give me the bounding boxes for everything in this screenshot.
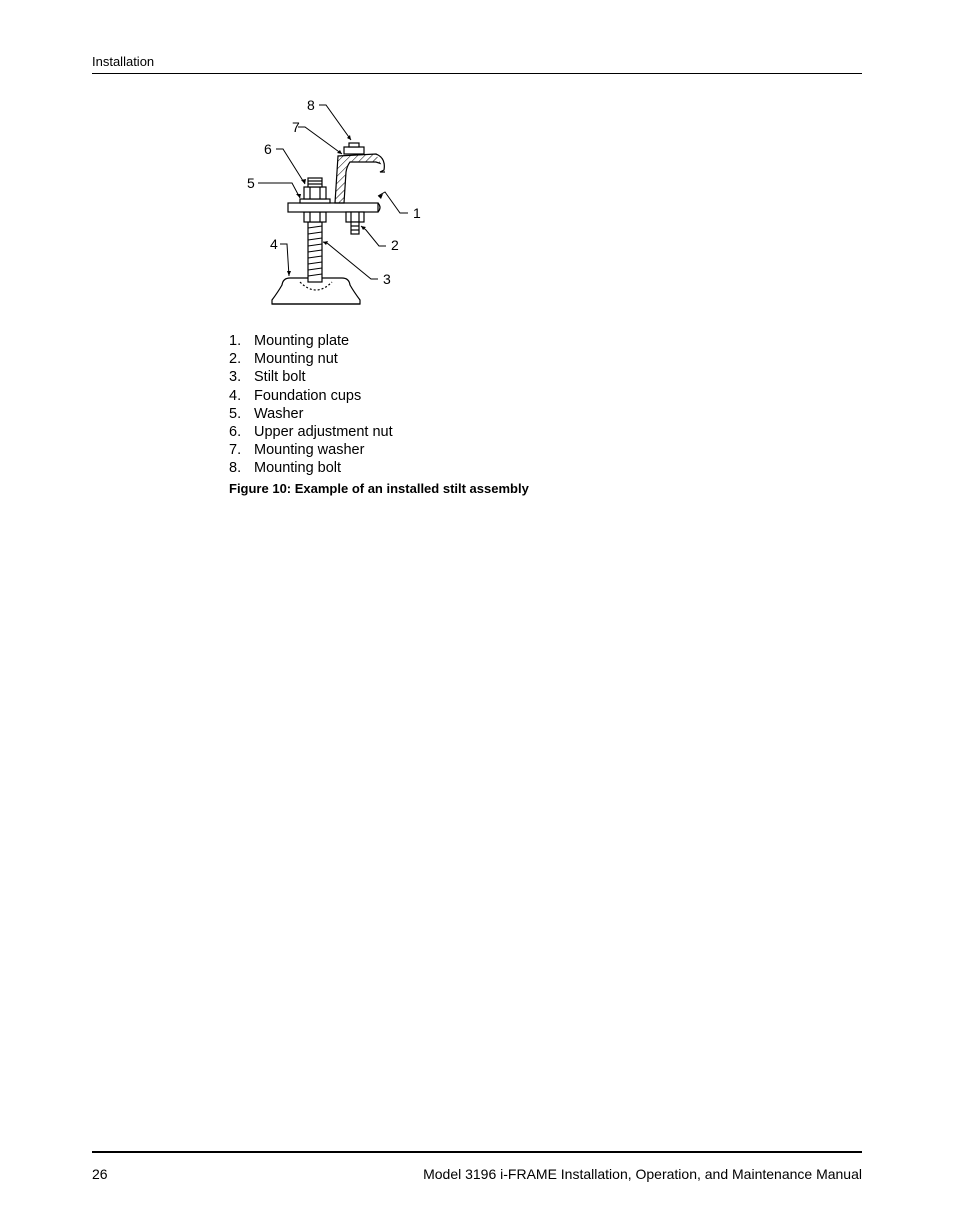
manual-title: Model 3196 i-FRAME Installation, Operation, and Maintenance Manual xyxy=(423,1166,862,1182)
legend-number: 6. xyxy=(229,424,242,441)
legend-item xyxy=(229,405,393,423)
callout-1: 1 xyxy=(413,205,421,221)
legend-number: 3. xyxy=(229,369,242,386)
legend-number: 2. xyxy=(229,351,242,368)
leader-5 xyxy=(258,183,300,198)
legend-item xyxy=(229,441,393,459)
legend-number: 1. xyxy=(229,333,242,349)
callout-8: 8 xyxy=(307,97,315,113)
stilt-assembly-drawing xyxy=(230,92,450,312)
figure-caption: Figure 10: Example of an installed stilt assembly xyxy=(229,481,529,496)
legend-item xyxy=(229,459,393,477)
mounting-bolt-shape xyxy=(344,147,364,154)
legend-number: 8. xyxy=(229,460,242,477)
legend-item xyxy=(229,387,393,405)
legend-label: Mounting plate xyxy=(254,333,350,349)
washer-shape xyxy=(300,199,330,203)
footer-rule xyxy=(92,1151,862,1153)
legend-number: 7. xyxy=(229,442,242,459)
stilt-assembly-figure xyxy=(230,92,450,312)
legend-number: 5. xyxy=(229,405,242,422)
callout-7: 7 xyxy=(292,119,300,135)
callout-5: 5 xyxy=(247,175,255,191)
running-header: Installation xyxy=(92,54,155,69)
mounting-washer-shape xyxy=(335,154,382,203)
leader-7 xyxy=(298,127,342,154)
leader-2 xyxy=(361,226,386,246)
legend-item xyxy=(229,350,393,368)
upper-adjustment-nut-shape xyxy=(304,187,326,199)
callout-2: 2 xyxy=(391,237,399,253)
legend-number: 4. xyxy=(229,387,242,404)
legend-label: Mounting nut xyxy=(254,351,338,368)
mounting-nut-shape xyxy=(346,212,364,222)
legend-label: Upper adjustment nut xyxy=(254,424,393,441)
legend-item xyxy=(229,423,393,441)
legend-label: Mounting bolt xyxy=(254,460,342,477)
header-rule xyxy=(92,73,862,74)
legend-label: Mounting washer xyxy=(254,442,365,459)
callout-6: 6 xyxy=(264,141,272,157)
page-number: 26 xyxy=(92,1166,108,1182)
leader-8 xyxy=(319,105,351,140)
leader-3 xyxy=(323,242,378,279)
legend-item xyxy=(229,368,393,386)
legend-item xyxy=(229,332,393,350)
leader-6 xyxy=(276,149,305,184)
legend-label: Washer xyxy=(254,405,304,422)
legend-label: Stilt bolt xyxy=(254,369,306,386)
callout-3: 3 xyxy=(383,271,391,287)
legend-label: Foundation cups xyxy=(254,387,362,404)
mounting-plate-shape xyxy=(288,203,378,212)
figure-legend xyxy=(229,332,393,478)
callout-4: 4 xyxy=(270,236,278,252)
